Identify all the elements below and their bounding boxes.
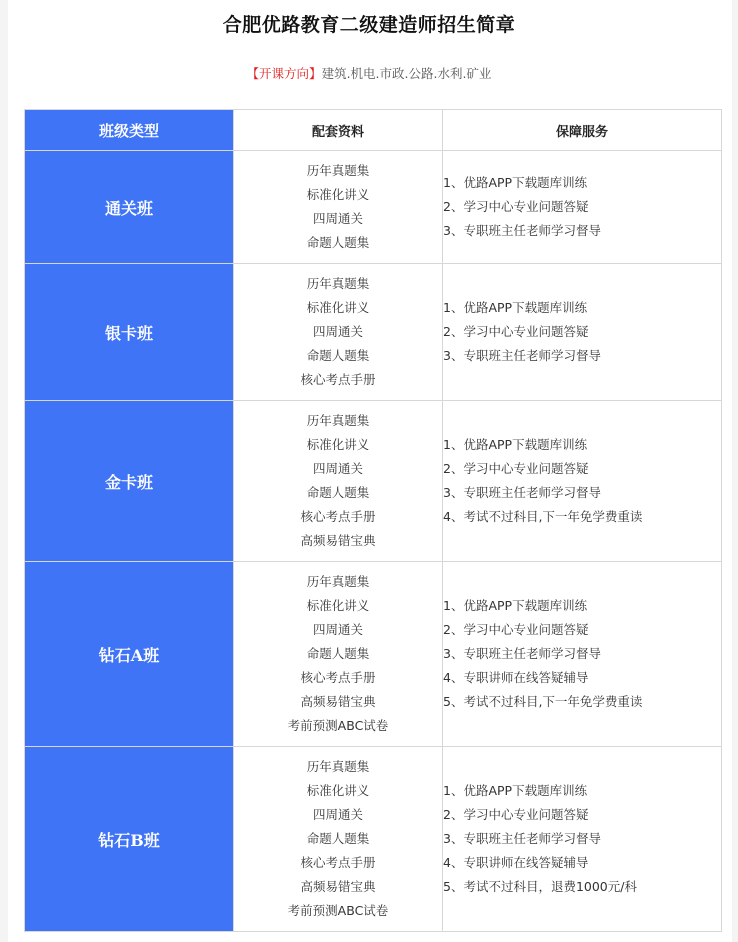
service-item: 2、学习中心专业问题答疑 xyxy=(443,461,589,476)
material-item: 高频易错宝典 xyxy=(300,694,376,709)
material-item: 四周通关 xyxy=(312,622,363,637)
service-item: 2、学习中心专业问题答疑 xyxy=(443,807,589,822)
service-item: 5、考试不过科目，退费1000元/科 xyxy=(443,879,637,894)
material-item: 四周通关 xyxy=(312,324,363,339)
course-direction xyxy=(0,64,738,82)
table-row xyxy=(25,401,722,562)
table-row xyxy=(25,562,722,747)
service-item: 2、学习中心专业问题答疑 xyxy=(443,324,589,339)
materials-cell xyxy=(234,747,443,932)
material-item: 标准化讲义 xyxy=(306,300,370,315)
material-item: 四周通关 xyxy=(312,807,363,822)
table-row xyxy=(25,151,722,264)
service-item: 3、专职班主任老师学习督导 xyxy=(443,831,601,846)
material-item: 命题人题集 xyxy=(306,235,370,250)
material-item: 历年真题集 xyxy=(306,574,370,589)
class-type-cell: 通关班 xyxy=(25,151,234,264)
service-item: 4、专职讲师在线答疑辅导 xyxy=(443,855,589,870)
right-page-edge xyxy=(732,0,738,942)
material-item: 高频易错宝典 xyxy=(300,879,376,894)
page-title: 合肥优路教育二级建造师招生简章 xyxy=(222,14,516,36)
service-item: 5、考试不过科目,下一年免学费重读 xyxy=(443,694,643,709)
material-item: 高频易错宝典 xyxy=(300,533,376,548)
service-item: 3、专职班主任老师学习督导 xyxy=(443,646,601,661)
materials-cell xyxy=(234,401,443,562)
material-item: 标准化讲义 xyxy=(306,783,370,798)
service-item: 1、优路APP下载题库训练 xyxy=(443,437,588,452)
material-item: 历年真题集 xyxy=(306,163,370,178)
material-item: 标准化讲义 xyxy=(306,187,370,202)
material-item: 命题人题集 xyxy=(306,485,370,500)
material-item: 历年真题集 xyxy=(306,413,370,428)
material-item: 四周通关 xyxy=(312,211,363,226)
table-row xyxy=(25,747,722,932)
table-row xyxy=(25,264,722,401)
course-direction-tag: 【开课方向】 xyxy=(246,66,322,81)
header-services: 保障服务 xyxy=(443,110,722,151)
material-item: 核心考点手册 xyxy=(300,509,376,524)
service-item: 1、优路APP下载题库训练 xyxy=(443,175,588,190)
material-item: 命题人题集 xyxy=(306,831,370,846)
services-cell xyxy=(443,264,722,401)
left-page-edge xyxy=(0,0,8,942)
material-item: 核心考点手册 xyxy=(300,372,376,387)
material-item: 历年真题集 xyxy=(306,759,370,774)
header-class-type: 班级类型 xyxy=(25,110,234,151)
class-type-cell: 钻石A班 xyxy=(25,562,234,747)
class-type-cell: 金卡班 xyxy=(25,401,234,562)
service-item: 3、专职班主任老师学习督导 xyxy=(443,485,601,500)
material-item: 标准化讲义 xyxy=(306,437,370,452)
material-item: 四周通关 xyxy=(312,461,363,476)
services-cell xyxy=(443,401,722,562)
service-item: 3、专职班主任老师学习督导 xyxy=(443,223,601,238)
service-item: 3、专职班主任老师学习督导 xyxy=(443,348,601,363)
material-item: 历年真题集 xyxy=(306,276,370,291)
material-item: 核心考点手册 xyxy=(300,855,376,870)
service-item: 1、优路APP下载题库训练 xyxy=(443,300,588,315)
services-cell xyxy=(443,562,722,747)
materials-cell xyxy=(234,562,443,747)
services-cell xyxy=(443,747,722,932)
service-item: 4、专职讲师在线答疑辅导 xyxy=(443,670,589,685)
material-item: 命题人题集 xyxy=(306,646,370,661)
service-item: 1、优路APP下载题库训练 xyxy=(443,783,588,798)
table-header-row xyxy=(25,110,722,151)
service-item: 2、学习中心专业问题答疑 xyxy=(443,199,589,214)
material-item: 标准化讲义 xyxy=(306,598,370,613)
material-item: 核心考点手册 xyxy=(300,670,376,685)
class-type-cell: 钻石B班 xyxy=(25,747,234,932)
header-materials: 配套资料 xyxy=(234,110,443,151)
material-item: 考前预测ABC试卷 xyxy=(287,718,389,733)
service-item: 1、优路APP下载题库训练 xyxy=(443,598,588,613)
class-type-cell: 银卡班 xyxy=(25,264,234,401)
materials-cell xyxy=(234,151,443,264)
service-item: 4、考试不过科目,下一年免学费重读 xyxy=(443,509,643,524)
service-item: 2、学习中心专业问题答疑 xyxy=(443,622,589,637)
material-item: 考前预测ABC试卷 xyxy=(287,903,389,918)
materials-cell xyxy=(234,264,443,401)
material-item: 命题人题集 xyxy=(306,348,370,363)
course-direction-text: 建筑.机电.市政.公路.水利.矿业 xyxy=(321,66,492,81)
services-cell xyxy=(443,151,722,264)
class-table xyxy=(24,109,722,932)
